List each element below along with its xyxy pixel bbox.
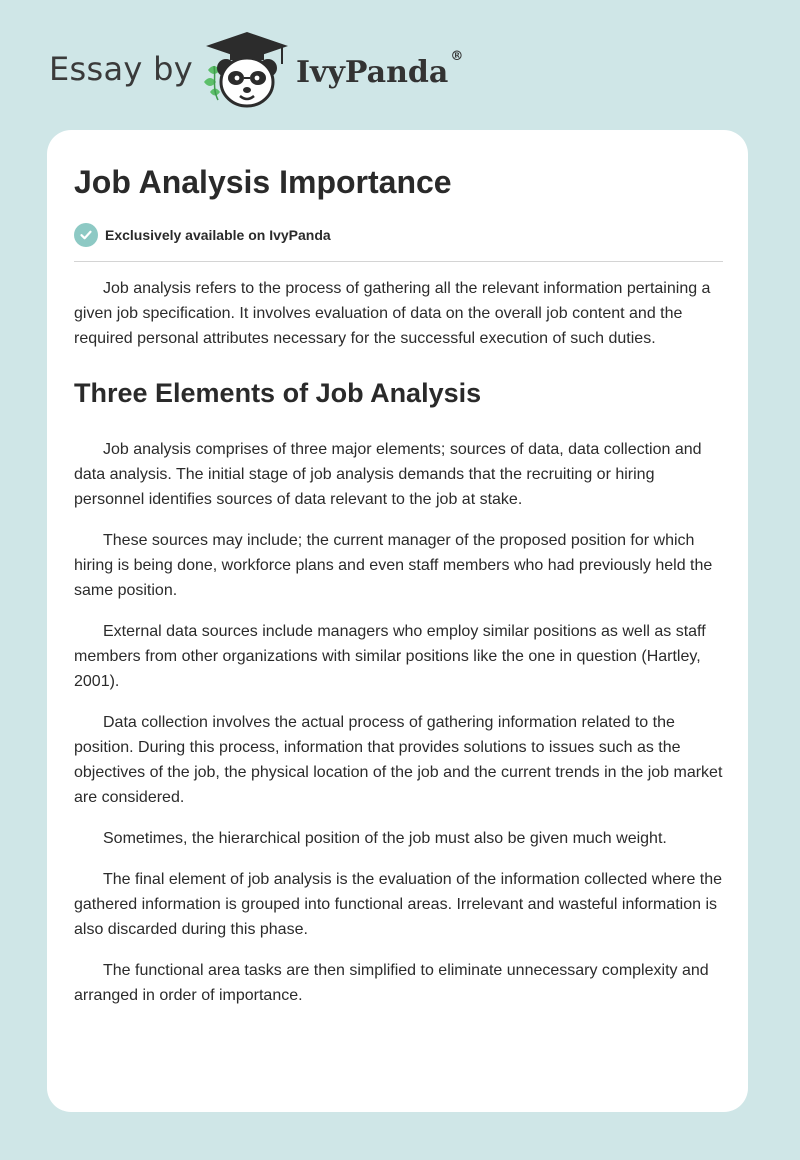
essay-body	[74, 276, 724, 1024]
exclusive-badge	[74, 222, 331, 248]
intro-paragraph: Job analysis refers to the process of gathering all the relevant information pertaining a given job specification. It involves evaluation of data on the overall job content and the required personal attributes necessary for the successful execution of such duties.	[74, 280, 711, 347]
body-paragraph: Sometimes, the hierarchical position of the job must also be given much weight.	[103, 830, 667, 847]
section-heading: Three Elements of Job Analysis	[74, 378, 482, 408]
body-paragraph: External data sources include managers who employ similar positions as well as staff members from other organizations with similar positions like the one in question (Hartley, 2001).	[74, 623, 706, 690]
essay-by-label: Essay by	[49, 50, 193, 88]
ivypanda-brand[interactable]	[296, 49, 464, 90]
body-paragraph: Job analysis comprises of three major elements; sources of data, data collection and data analysis. The initial stage of job analysis demands that the recruiting or hiring personnel identifies sources of data relevant to the job at stake.	[74, 441, 702, 508]
check-circle-icon	[74, 223, 98, 247]
body-paragraph: The functional area tasks are then simplified to eliminate unnecessary complexity and arranged in order of importance.	[74, 962, 709, 1004]
page-title: Job Analysis Importance	[74, 164, 452, 200]
essay-card	[47, 130, 748, 1112]
site-header	[0, 0, 800, 130]
divider	[74, 261, 723, 262]
body-paragraph: These sources may include; the current manager of the proposed position for which hiring is being done, workforce plans and even staff members who had previously held the same position.	[74, 532, 713, 599]
body-paragraph: The final element of job analysis is the evaluation of the information collected where the gathered information is grouped into functional areas. Irrelevant and wasteful information is also discarded during this phase.	[74, 871, 723, 938]
exclusive-badge-label: Exclusively available on IvyPanda	[105, 227, 331, 243]
body-paragraph: Data collection involves the actual process of gathering information related to the position. During this process, information that provides solutions to issues such as the objectives of the job, the physical location of the job and the current trends in the job market are considered.	[74, 714, 723, 806]
ivypanda-panda-logo-icon[interactable]	[200, 30, 294, 110]
brand-name: IvyPanda	[296, 55, 449, 90]
registered-mark: ®	[450, 49, 464, 64]
